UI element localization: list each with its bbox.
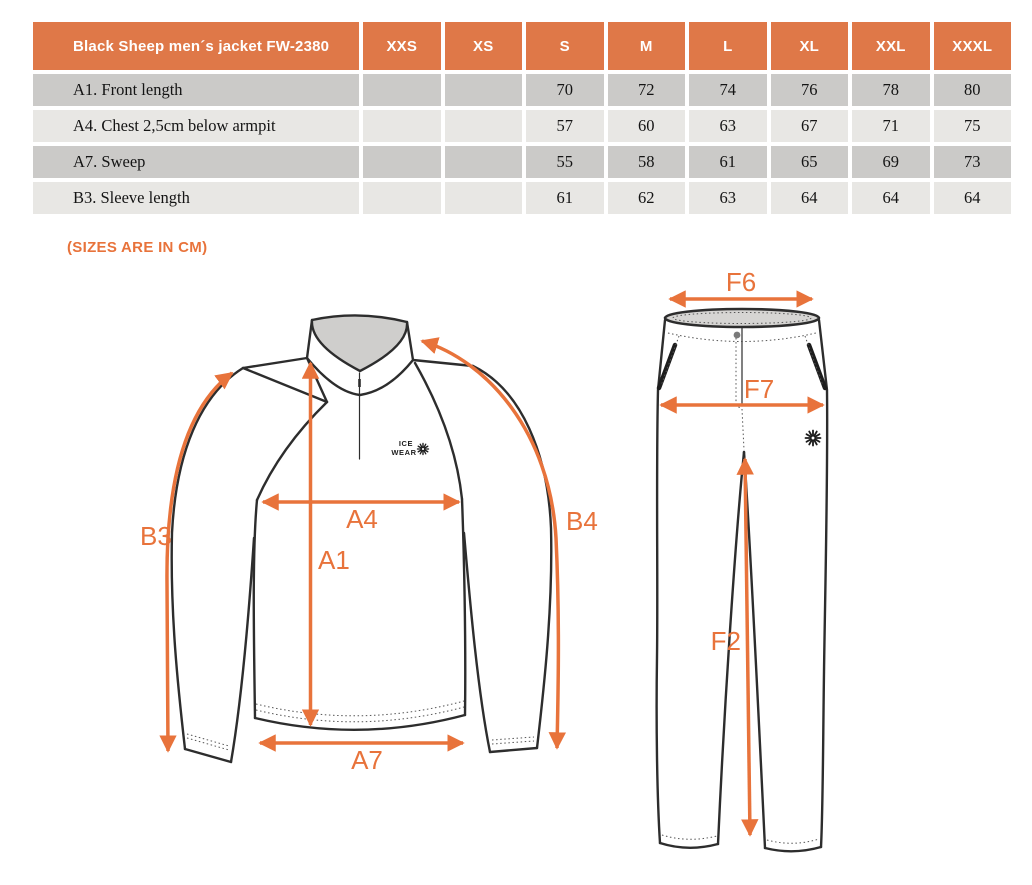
cell-a1-l: 74 [689, 74, 767, 106]
cell-a4-l: 63 [689, 110, 767, 142]
cell-b3-xxl: 64 [852, 182, 930, 214]
cell-a1-s: 70 [526, 74, 604, 106]
cell-a4-xl: 67 [771, 110, 849, 142]
arrow-b3 [167, 373, 232, 751]
jacket-right-sleeve [464, 366, 551, 752]
jacket-left-sleeve [172, 368, 254, 762]
size-col-header-s: S [526, 22, 604, 70]
cell-a1-xxl: 78 [852, 74, 930, 106]
cell-a4-xxl: 71 [852, 110, 930, 142]
cell-b3-xl: 64 [771, 182, 849, 214]
cell-a7-xl: 65 [771, 146, 849, 178]
waist-button [734, 332, 741, 339]
cell-b3-s: 61 [526, 182, 604, 214]
label-f6: F6 [725, 272, 757, 297]
cell-a4-xxs [363, 110, 441, 142]
label-b3: B3 [140, 521, 172, 551]
cell-a1-xl: 76 [771, 74, 849, 106]
cell-a7-xxs [363, 146, 441, 178]
cell-a4-xxxl: 75 [934, 110, 1012, 142]
row-label-a4: A4. Chest 2,5cm below armpit [33, 110, 359, 142]
label-f7: F7 [743, 374, 775, 404]
pants-body [657, 320, 828, 851]
label-a7: A7 [351, 745, 383, 775]
logo-text-wear: WEAR [391, 448, 417, 457]
icewear-logo [391, 439, 428, 457]
cell-a4-xs [445, 110, 523, 142]
cell-a7-l: 61 [689, 146, 767, 178]
arrow-b4 [422, 341, 558, 748]
snowflake-icon [417, 443, 428, 454]
size-col-header-m: M [608, 22, 686, 70]
label-b4: B4 [566, 506, 598, 536]
cell-a4-m: 60 [608, 110, 686, 142]
cell-a7-xxl: 69 [852, 146, 930, 178]
pants-diagram [628, 272, 848, 872]
size-table [33, 22, 1011, 214]
row-label-a1: A1. Front length [33, 74, 359, 106]
size-col-header-xxs: XXS [363, 22, 441, 70]
cell-a1-xxs [363, 74, 441, 106]
cell-a1-m: 72 [608, 74, 686, 106]
cell-b3-l: 63 [689, 182, 767, 214]
logo-text-ice: ICE [398, 439, 414, 448]
table-title: Black Sheep men´s jacket FW-2380 [33, 22, 359, 70]
cell-b3-xxs [363, 182, 441, 214]
arrow-f2 [745, 459, 750, 835]
jacket-collar [307, 315, 413, 459]
cell-a1-xxxl: 80 [934, 74, 1012, 106]
row-label-a7: A7. Sweep [33, 146, 359, 178]
row-label-b3: B3. Sleeve length [33, 182, 359, 214]
snowflake-icon [806, 431, 821, 446]
cell-a7-s: 55 [526, 146, 604, 178]
label-a4: A4 [346, 504, 378, 534]
cell-b3-xxxl: 64 [934, 182, 1012, 214]
label-f2: F2 [710, 626, 741, 656]
size-col-header-xxxl: XXXL [934, 22, 1012, 70]
jacket-body [243, 358, 473, 730]
size-col-header-l: L [689, 22, 767, 70]
cell-a7-xxxl: 73 [934, 146, 1012, 178]
size-col-header-xs: XS [445, 22, 523, 70]
cell-b3-xs [445, 182, 523, 214]
size-col-header-xxl: XXL [852, 22, 930, 70]
cell-b3-m: 62 [608, 182, 686, 214]
cell-a7-xs [445, 146, 523, 178]
jacket-diagram [130, 283, 600, 798]
cell-a1-xs [445, 74, 523, 106]
sizes-in-cm-note: (SIZES ARE IN CM) [67, 239, 208, 256]
size-col-header-xl: XL [771, 22, 849, 70]
cell-a7-m: 58 [608, 146, 686, 178]
cell-a4-s: 57 [526, 110, 604, 142]
label-a1: A1 [318, 545, 350, 575]
